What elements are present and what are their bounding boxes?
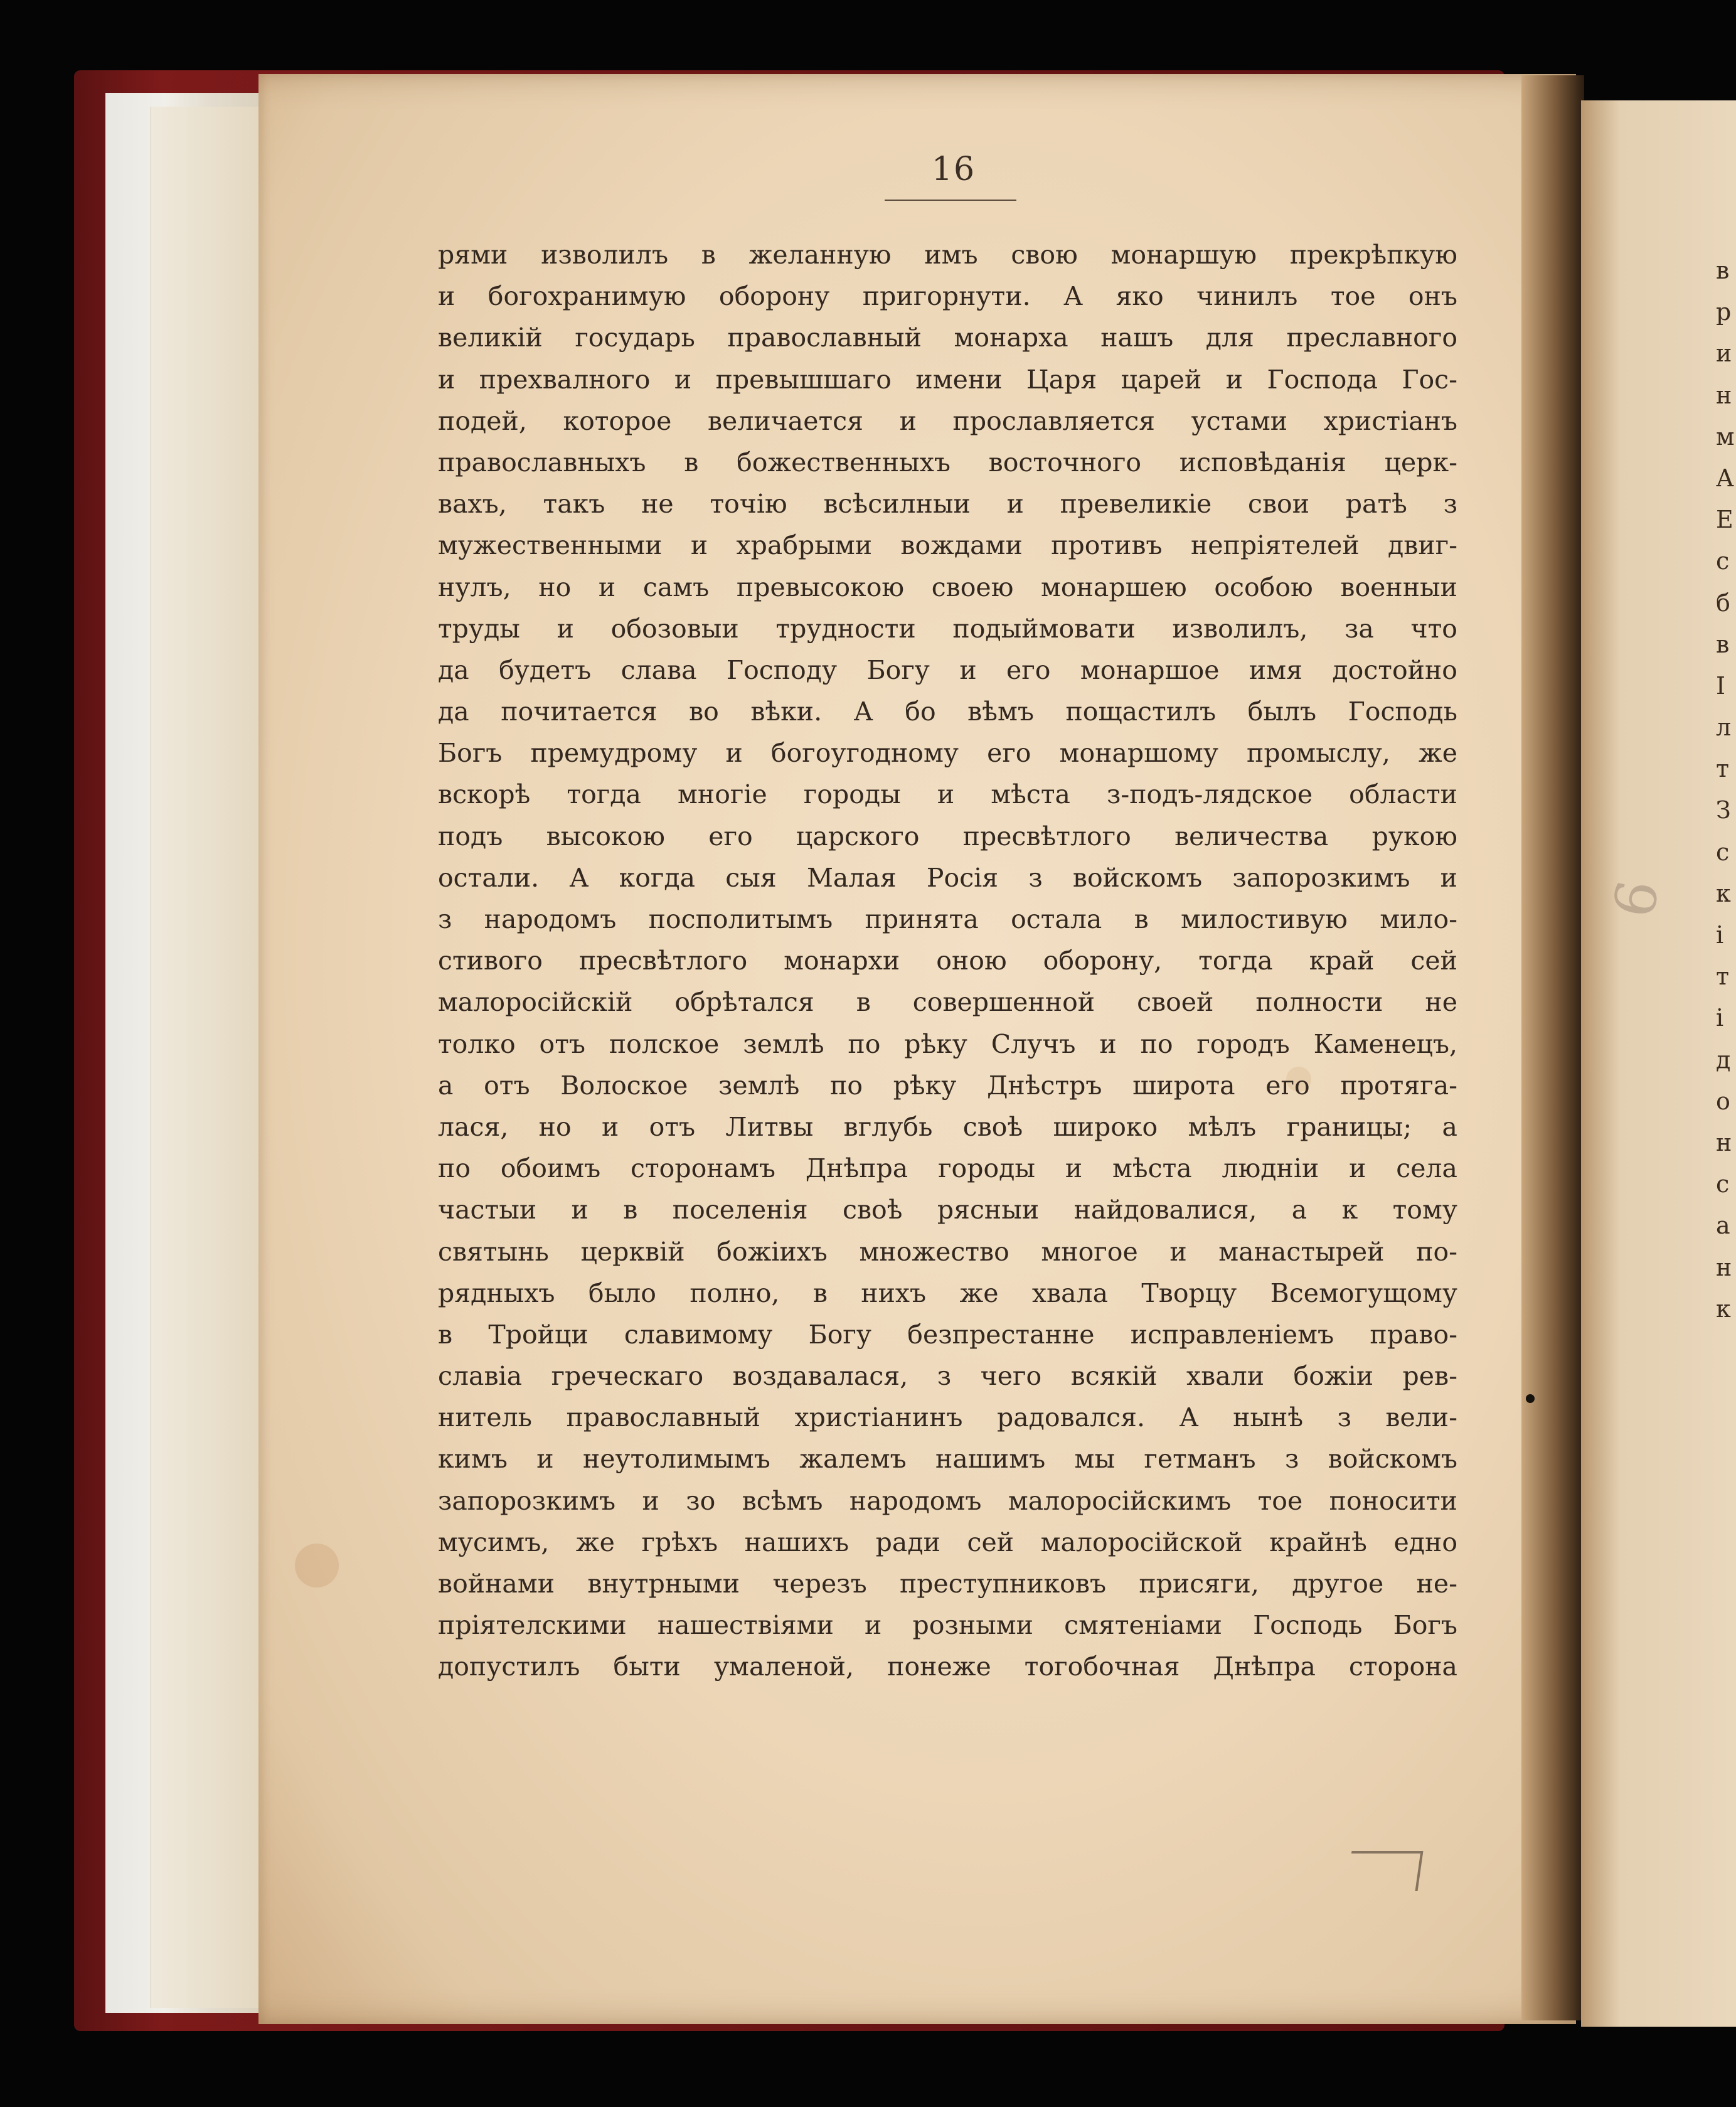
text-line: святынь церквій божіихъ множество многое и манастырей по- — [438, 1236, 1457, 1267]
text-line: мужественными и храбрыми вождами противъ непріятелей двиг- — [438, 530, 1457, 561]
text-line: войнами внутрными черезъ преступниковъ присяги, другое не- — [438, 1569, 1457, 1599]
book-gutter — [1521, 75, 1584, 2020]
text-line: подей, которое величается и прославляется устами христіанъ — [438, 405, 1457, 436]
right-page-fragment: и — [1716, 339, 1732, 368]
right-page-fragment: н — [1716, 381, 1732, 409]
right-page-fragment: н — [1716, 1253, 1732, 1281]
right-page-fragment: д — [1716, 1045, 1731, 1074]
text-line: запорозкимъ и зо всѣмъ народомъ малоросійскимъ тое поносити — [438, 1485, 1457, 1516]
text-line: допустилъ быти умаленой, понеже тогобочная Днѣпра сторона — [438, 1651, 1457, 1682]
right-page-fragment: т — [1716, 755, 1730, 783]
text-line: рями изволилъ в желанную имъ свою монаршую прекрѣпкую — [438, 240, 1457, 270]
right-page-fragment: р — [1716, 298, 1732, 326]
ink-mark — [1346, 1851, 1424, 1891]
text-line: нулъ, но и самъ превысокою своею монаршею особою военныи — [438, 572, 1457, 602]
text-line: мусимъ, же грѣхъ нашихъ ради сей малоросійской крайнѣ едно — [438, 1527, 1457, 1557]
text-line: и прехвалного и превышшаго имени Царя царей и Господа Гос- — [438, 364, 1457, 395]
text-line: кимъ и неутолимымъ жалемъ нашимъ мы гетманъ з войскомъ — [438, 1444, 1457, 1475]
text-line: в Тройци славимому Богу безпрестанне исправленіемъ право- — [438, 1319, 1457, 1350]
right-page-fragment: в — [1716, 257, 1730, 284]
right-page-fragment: Е — [1716, 506, 1733, 534]
text-line: рядныхъ было полно, в нихъ же хвала Творцу Всемогущому — [438, 1278, 1457, 1308]
right-page-fragment: н — [1716, 1128, 1732, 1156]
text-line: великій государь православный монарха нашъ для преславного — [438, 323, 1457, 353]
page-fore-edge-inner — [151, 107, 277, 2008]
right-page-fragment: к — [1716, 1294, 1731, 1323]
right-page-fragment: о — [1716, 1087, 1730, 1115]
right-page-fragment: в — [1716, 630, 1730, 658]
right-page-fragment: л — [1716, 713, 1732, 742]
pencil-annotation: 6 — [1600, 875, 1673, 922]
text-line: стивого пресвѣтлого монархи оною оборону, тогда край сей — [438, 946, 1457, 976]
right-page-fragment: т — [1716, 963, 1730, 991]
text-line: лася, но и отъ Литвы вглубь своѣ широко мѣлъ границы; а — [438, 1111, 1457, 1142]
text-line: да будетъ слава Господу Богу и его монаршое имя достойно — [438, 654, 1457, 685]
right-page-fragment: б — [1716, 589, 1730, 617]
right-page-fragment: а — [1716, 1212, 1730, 1240]
page-number: 16 — [931, 151, 976, 188]
text-line: остали. А когда сыя Малая Росія з войскомъ запорозкимъ и — [438, 862, 1457, 893]
text-line: вскорѣ тогда многіе городы и мѣста з-подъ-лядское области — [438, 779, 1457, 810]
text-line: славіа греческаго воздавалася, з чего всякій хвали божіи рев- — [438, 1361, 1457, 1392]
right-page-fragment: с — [1716, 547, 1730, 575]
text-line: по обоимъ сторонамъ Днѣпра городы и мѣста людніи и села — [438, 1153, 1457, 1184]
page-stain — [295, 1544, 339, 1587]
page-number-rule — [885, 200, 1016, 201]
right-page-fragment: А — [1716, 464, 1734, 492]
text-line: Богъ премудрому и богоугодному его монаршому промыслу, же — [438, 738, 1457, 769]
right-page-fragment: с — [1716, 838, 1730, 866]
ink-dot — [1526, 1394, 1535, 1403]
text-line: пріятелскими нашествіями и розными смятеніами Господь Богъ — [438, 1610, 1457, 1641]
text-line: з народомъ посполитымъ принята остала в милостивую мило- — [438, 904, 1457, 934]
text-line: частыи и в поселенія своѣ рясныи найдовалися, а к тому — [438, 1195, 1457, 1225]
main-text — [438, 234, 1457, 1688]
right-page-fragment: к — [1716, 879, 1731, 907]
text-line: да почитается во вѣки. А бо вѣмъ пощастилъ былъ Господь — [438, 696, 1457, 727]
text-line: малоросійскій обрѣтался в совершенной своей полности не — [438, 987, 1457, 1018]
right-page-fragment: і — [1716, 921, 1724, 949]
right-page-text-fragments — [1716, 250, 1736, 1330]
right-page-fragment: З — [1716, 796, 1731, 824]
text-line: и богохранимую оборону пригорнути. А яко чинилъ тое онъ — [438, 281, 1457, 312]
text-line: православныхъ в божественныхъ восточного исповѣданія церк- — [438, 447, 1457, 477]
text-line: подъ высокою его царского пресвѣтлого величества рукою — [438, 821, 1457, 851]
text-line: труды и обозовыи трудности подыймовати изволилъ, за что — [438, 613, 1457, 644]
text-line: а отъ Волоское землѣ по рѣку Днѣстръ широта его протяга- — [438, 1070, 1457, 1101]
right-page-fragment: м — [1716, 422, 1735, 451]
text-line: вахъ, такъ не точію всѣсилныи и превеликіе свои ратѣ з — [438, 489, 1457, 520]
right-page-fragment: с — [1716, 1170, 1730, 1198]
right-page — [1581, 100, 1736, 2027]
right-page-fragment: і — [1716, 1004, 1724, 1032]
text-line: нитель православный христіанинъ радовался. А нынѣ з вели- — [438, 1402, 1457, 1433]
right-page-fragment: І — [1716, 671, 1726, 700]
text-line: толко отъ полское землѣ по рѣку Случъ и по городъ Каменецъ, — [438, 1028, 1457, 1059]
